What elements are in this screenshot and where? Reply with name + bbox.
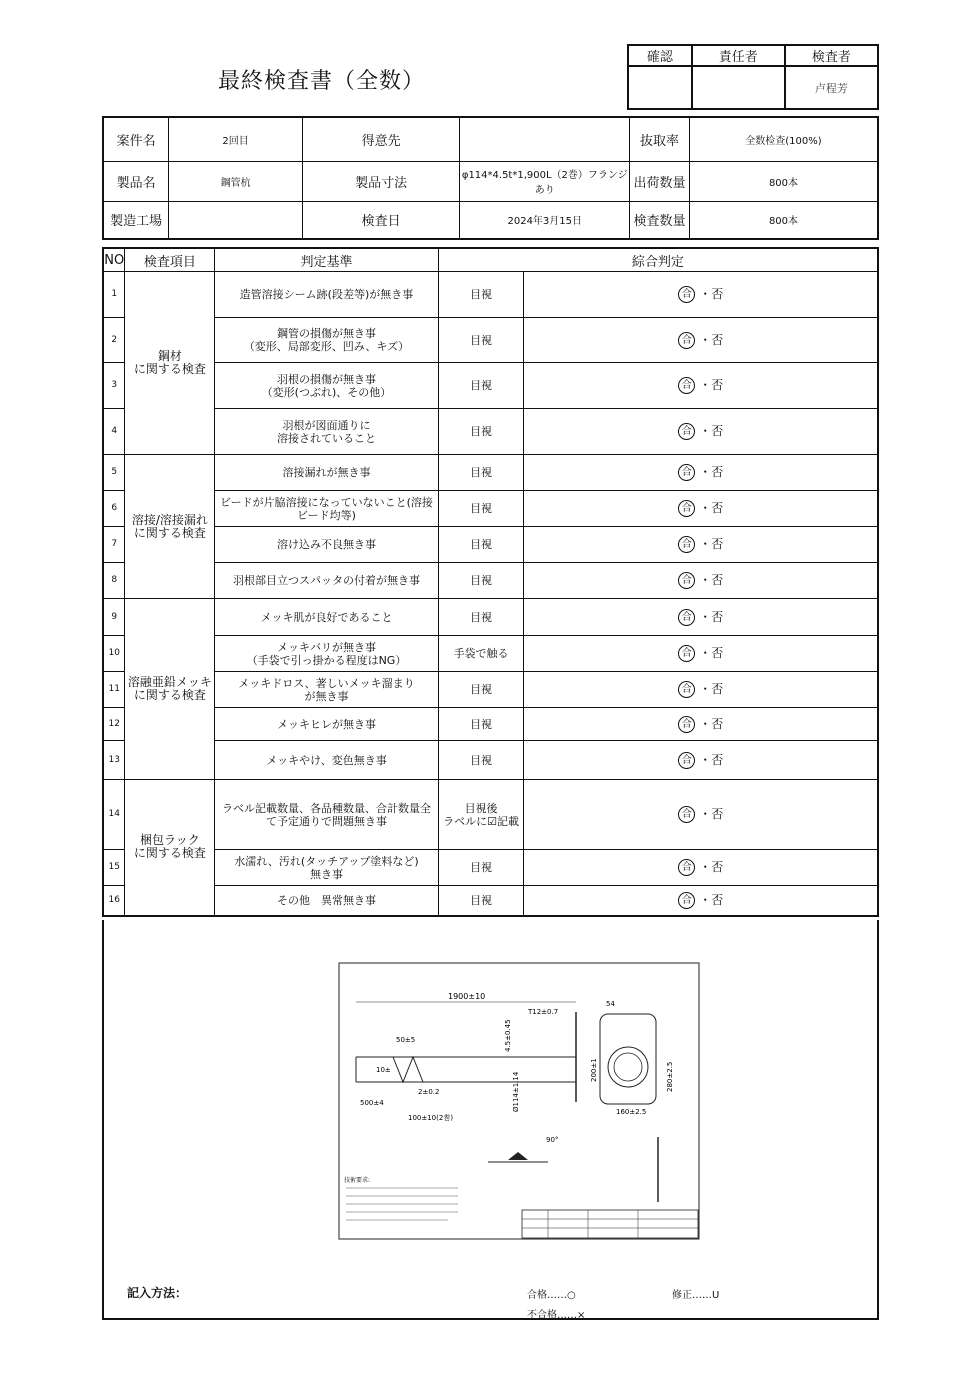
dim-54: 54 xyxy=(606,1000,615,1008)
method-cell: 手袋で触る xyxy=(438,636,524,672)
fail-label: ・否 xyxy=(699,682,724,696)
pass-circle-mark: 合 xyxy=(678,500,695,517)
method-label: 記入方法： xyxy=(127,1286,188,1300)
factory-value xyxy=(169,201,303,239)
fail-label: ・否 xyxy=(699,465,724,479)
criteria-cell: ビードが片脇溶接になっていないこと(溶接ビード均等) xyxy=(215,491,438,527)
size-value: φ114*4.5t*1,900L（2巻）フランジあり xyxy=(460,161,630,201)
pass-circle-mark: 合 xyxy=(678,377,695,394)
pass-circle-mark: 合 xyxy=(678,892,695,909)
pass-circle-mark: 合 xyxy=(678,716,695,733)
dim-phi: Ø114±1.14 xyxy=(512,1071,520,1112)
criteria-cell: メッキヒレが無き事 xyxy=(215,708,438,741)
dim-500: 500±4 xyxy=(360,1099,384,1107)
criteria-cell: 造管溶接シーム跡(段差等)が無き事 xyxy=(215,272,438,318)
result-cell xyxy=(524,272,878,318)
pass-fail-mark xyxy=(678,806,723,823)
criteria-cell: メッキ肌が良好であること xyxy=(215,599,438,636)
pass-fail-mark xyxy=(678,464,723,481)
row-number: 11 xyxy=(103,672,125,708)
fail-label: ・否 xyxy=(699,332,724,347)
dim-280: 280±2.5 xyxy=(666,1061,674,1092)
pass-fail-mark xyxy=(678,332,723,349)
technical-drawing xyxy=(338,962,700,1240)
table-row xyxy=(103,318,878,363)
row-number: 1 xyxy=(103,272,125,318)
criteria-cell: 羽根部目立つスパッタの付着が無き事 xyxy=(215,563,438,599)
shipped-value: 800本 xyxy=(689,161,878,201)
row-number: 8 xyxy=(103,563,125,599)
inspection-group-label: 溶接/溶接漏れ に関する検査 xyxy=(125,455,215,599)
pass-circle-mark: 合 xyxy=(678,752,695,769)
inspected-label: 検査数量 xyxy=(630,201,690,239)
pass-fail-mark xyxy=(678,377,723,394)
row-number: 15 xyxy=(103,850,125,886)
dim-thk: 4.5±0.45 xyxy=(504,1019,512,1052)
pass-fail-mark xyxy=(678,752,723,769)
pass-fail-mark xyxy=(678,609,723,626)
method-cell: 目視 xyxy=(438,272,524,318)
fail-label: ・否 xyxy=(699,573,724,587)
sampling-value: 全数检查(100%) xyxy=(689,117,878,161)
fail-label: ・否 xyxy=(699,609,724,624)
fail-label: ・否 xyxy=(699,501,724,515)
method-cell: 目視 xyxy=(438,563,524,599)
pass-fail-mark xyxy=(678,859,723,876)
dim-length: 1900±10 xyxy=(448,992,486,1001)
result-cell xyxy=(524,363,878,409)
row-number: 4 xyxy=(103,409,125,455)
result-cell xyxy=(524,527,878,563)
dim-2: 2±0.2 xyxy=(418,1088,440,1096)
table-row xyxy=(103,527,878,563)
result-cell xyxy=(524,409,878,455)
dim-50: 50±5 xyxy=(396,1036,416,1044)
table-row xyxy=(103,886,878,916)
row-number: 7 xyxy=(103,527,125,563)
criteria-cell: 水濡れ、汚れ(タッチアップ塗料など) 無き事 xyxy=(215,850,438,886)
criteria-cell: 溶け込み不良無き事 xyxy=(215,527,438,563)
confirm-header: 確認 xyxy=(628,45,692,66)
method-cell: 目視 xyxy=(438,318,524,363)
pass-circle-mark: 合 xyxy=(678,645,695,662)
criteria-cell: 溶接漏れが無き事 xyxy=(215,455,438,491)
fail-label: ・否 xyxy=(699,892,724,907)
criteria-cell: メッキドロス、著しいメッキ溜まり が無き事 xyxy=(215,672,438,708)
row-number: 6 xyxy=(103,491,125,527)
pass-fail-mark xyxy=(678,716,723,733)
pass-circle-mark: 合 xyxy=(678,609,695,626)
fail-legend: 不合格……× xyxy=(527,1310,586,1321)
table-row xyxy=(103,409,878,455)
row-number: 2 xyxy=(103,318,125,363)
fail-label: ・否 xyxy=(699,646,724,660)
responsible-header: 責任者 xyxy=(692,45,785,66)
fail-label: ・否 xyxy=(699,424,724,438)
pass-fail-mark xyxy=(678,536,723,553)
row-number: 13 xyxy=(103,741,125,780)
pass-circle-mark: 合 xyxy=(678,859,695,876)
method-cell: 目視 xyxy=(438,741,524,780)
method-cell: 目視 xyxy=(438,708,524,741)
fail-label: ・否 xyxy=(699,716,724,731)
pass-fail-mark xyxy=(678,500,723,517)
result-cell xyxy=(524,563,878,599)
dim-200: 200±1 xyxy=(590,1058,598,1082)
method-cell: 目視後 ラベルに☑記載 xyxy=(438,780,524,850)
criteria-cell: 羽根の損傷が無き事 （変形(つぶれ)、その他） xyxy=(215,363,438,409)
responsible-signature xyxy=(692,66,785,109)
table-row xyxy=(103,708,878,741)
criteria-header: 判定基準 xyxy=(215,248,438,272)
method-cell: 目視 xyxy=(438,672,524,708)
row-number: 5 xyxy=(103,455,125,491)
criteria-cell: ラベル記載数量、各品種数量、合計数量全て予定通りで問題無き事 xyxy=(215,780,438,850)
row-number: 10 xyxy=(103,636,125,672)
size-label: 製品寸法 xyxy=(302,161,460,201)
fail-label: ・否 xyxy=(699,752,724,767)
fix-legend: 修正……U xyxy=(672,1290,720,1301)
table-row xyxy=(103,563,878,599)
product-value: 鋼管杭 xyxy=(169,161,303,201)
criteria-cell: 鋼管の損傷が無き事 （変形、局部変形、凹み、キズ） xyxy=(215,318,438,363)
document-title: 最終検査書（全数） xyxy=(218,69,426,94)
sampling-label: 抜取率 xyxy=(630,117,690,161)
row-number: 12 xyxy=(103,708,125,741)
table-row xyxy=(103,272,878,318)
pass-fail-mark xyxy=(678,681,723,698)
table-row xyxy=(103,636,878,672)
pass-circle-mark: 合 xyxy=(678,423,695,440)
table-row xyxy=(103,455,878,491)
inspected-value: 800本 xyxy=(689,201,878,239)
inspection-group-label: 鋼材 に関する検査 xyxy=(125,272,215,455)
result-cell xyxy=(524,318,878,363)
pass-fail-mark xyxy=(678,286,723,303)
factory-label: 製造工場 xyxy=(103,201,169,239)
result-cell xyxy=(524,780,878,850)
pass-fail-mark xyxy=(678,645,723,662)
method-cell: 目視 xyxy=(438,850,524,886)
table-row xyxy=(103,780,878,850)
method-cell: 目視 xyxy=(438,491,524,527)
result-cell xyxy=(524,741,878,780)
fail-label: ・否 xyxy=(699,807,724,821)
row-number: 14 xyxy=(103,780,125,850)
method-cell: 目視 xyxy=(438,599,524,636)
pass-circle-mark: 合 xyxy=(678,681,695,698)
result-cell xyxy=(524,599,878,636)
dim-160: 160±2.5 xyxy=(616,1108,647,1116)
result-cell xyxy=(524,886,878,916)
item-header: 検査項目 xyxy=(125,248,215,272)
result-header: 綜合判定 xyxy=(438,248,878,272)
method-cell: 目視 xyxy=(438,363,524,409)
pass-circle-mark: 合 xyxy=(678,332,695,349)
fail-label: ・否 xyxy=(699,287,724,301)
row-number: 16 xyxy=(103,886,125,916)
confirm-signature xyxy=(628,66,692,109)
result-cell xyxy=(524,850,878,886)
method-cell: 目視 xyxy=(438,409,524,455)
table-row xyxy=(103,850,878,886)
pass-legend: 合格……○ xyxy=(527,1290,576,1301)
criteria-cell: メッキやけ、変色無き事 xyxy=(215,741,438,780)
dim-100: 100±10(2巻) xyxy=(408,1114,454,1122)
row-number: 9 xyxy=(103,599,125,636)
pass-circle-mark: 合 xyxy=(678,464,695,481)
product-label: 製品名 xyxy=(103,161,169,201)
dim-10: 10± xyxy=(376,1066,391,1074)
method-cell: 目視 xyxy=(438,455,524,491)
customer-value xyxy=(460,117,630,161)
notes-title: 技術要求: xyxy=(344,1177,371,1184)
result-cell xyxy=(524,491,878,527)
date-label: 検査日 xyxy=(302,201,460,239)
date-value: 2024年3月15日 xyxy=(460,201,630,239)
inspector-header: 検査者 xyxy=(785,45,878,66)
inspection-group-label: 梱包ラック に関する検査 xyxy=(125,780,215,916)
method-cell: 目視 xyxy=(438,527,524,563)
no-header: NO xyxy=(103,248,125,272)
inspector-signature: 卢程芳 xyxy=(785,66,878,109)
fail-label: ・否 xyxy=(699,537,724,551)
table-row xyxy=(103,672,878,708)
dim-90: 90° xyxy=(546,1136,559,1144)
info-table xyxy=(102,116,879,240)
pass-fail-mark xyxy=(678,892,723,909)
inspection-table xyxy=(102,247,879,917)
table-row xyxy=(103,599,878,636)
criteria-cell: その他 異常無き事 xyxy=(215,886,438,916)
fail-label: ・否 xyxy=(699,378,724,392)
result-cell xyxy=(524,672,878,708)
project-label: 案件名 xyxy=(103,117,169,161)
shipped-label: 出荷数量 xyxy=(630,161,690,201)
pass-circle-mark: 合 xyxy=(678,536,695,553)
project-value: 2回目 xyxy=(169,117,303,161)
dim-t: T12±0.7 xyxy=(528,1008,559,1016)
pass-circle-mark: 合 xyxy=(678,286,695,303)
result-cell xyxy=(524,636,878,672)
fail-label: ・否 xyxy=(699,860,724,874)
table-row xyxy=(103,491,878,527)
row-number: 3 xyxy=(103,363,125,409)
customer-label: 得意先 xyxy=(302,117,460,161)
inspection-group-label: 溶融亜鉛メッキ に関する検査 xyxy=(125,599,215,780)
pass-circle-mark: 合 xyxy=(678,572,695,589)
result-cell xyxy=(524,455,878,491)
table-row xyxy=(103,741,878,780)
method-cell: 目視 xyxy=(438,886,524,916)
pass-circle-mark: 合 xyxy=(678,806,695,823)
criteria-cell: 羽根が図面通りに 溶接されていること xyxy=(215,409,438,455)
criteria-cell: メッキバリが無き事 （手袋で引っ掛かる程度はNG） xyxy=(215,636,438,672)
pass-fail-mark xyxy=(678,423,723,440)
approval-box xyxy=(627,44,879,110)
pass-fail-mark xyxy=(678,572,723,589)
table-row xyxy=(103,363,878,409)
result-cell xyxy=(524,708,878,741)
